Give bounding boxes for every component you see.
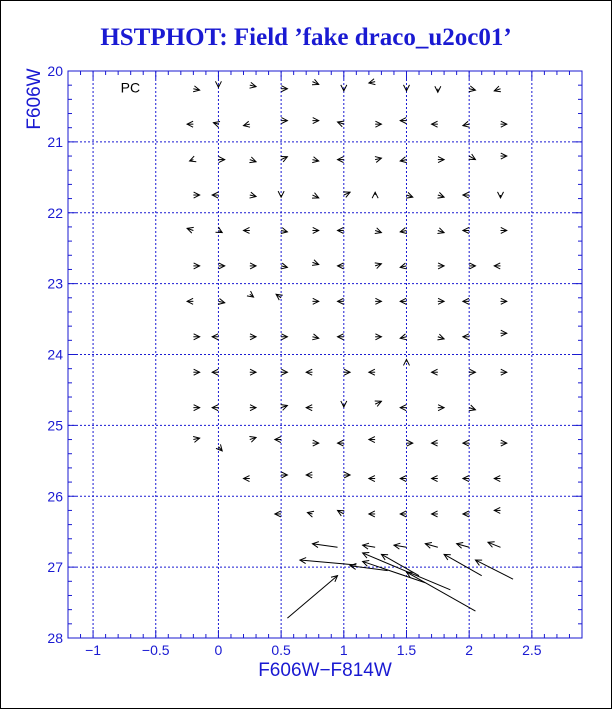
offset-arrow bbox=[369, 437, 375, 443]
offset-arrow bbox=[312, 542, 337, 548]
offset-arrow bbox=[438, 405, 444, 411]
offset-arrow bbox=[469, 86, 476, 92]
arrow-head bbox=[307, 511, 314, 517]
offset-arrow bbox=[244, 121, 251, 127]
offset-arrow bbox=[372, 192, 378, 198]
offset-arrow bbox=[400, 476, 406, 482]
offset-arrow bbox=[281, 263, 288, 269]
offset-arrow bbox=[406, 440, 412, 446]
offset-arrow bbox=[281, 118, 287, 124]
offset-arrow bbox=[501, 298, 507, 304]
offset-arrow bbox=[218, 157, 224, 163]
offset-arrow bbox=[432, 121, 438, 127]
offset-arrow bbox=[275, 437, 281, 443]
offset-arrow bbox=[193, 263, 199, 269]
offset-arrows bbox=[187, 79, 513, 618]
offset-arrow bbox=[250, 369, 256, 375]
offset-arrow bbox=[275, 511, 281, 517]
offset-arrow bbox=[369, 511, 375, 517]
offset-arrow bbox=[469, 154, 476, 160]
offset-arrow bbox=[369, 79, 376, 85]
offset-arrow bbox=[338, 263, 344, 269]
offset-arrow bbox=[463, 121, 470, 127]
offset-arrow bbox=[338, 121, 345, 127]
arrow-shaft bbox=[363, 561, 426, 582]
offset-arrow bbox=[432, 440, 438, 446]
offset-arrow bbox=[338, 298, 344, 304]
offset-arrow bbox=[338, 157, 344, 163]
offset-arrow bbox=[463, 440, 469, 446]
offset-arrow bbox=[400, 405, 406, 411]
offset-arrow bbox=[400, 263, 407, 269]
offset-arrow bbox=[281, 369, 287, 375]
offset-arrow bbox=[247, 291, 254, 297]
offset-arrow bbox=[463, 511, 469, 517]
offset-arrow bbox=[307, 511, 314, 517]
x-tick-label: 1 bbox=[339, 642, 348, 658]
offset-arrow bbox=[437, 334, 444, 340]
offset-arrow bbox=[494, 507, 500, 513]
offset-arrow bbox=[218, 263, 224, 269]
chart-title: HSTPHOT: Field ’fake draco_u2oc01’ bbox=[100, 24, 512, 51]
y-tick-labels bbox=[47, 63, 63, 646]
offset-arrow bbox=[375, 228, 382, 234]
x-tick-label: −1 bbox=[85, 642, 102, 658]
offset-arrow bbox=[406, 192, 413, 198]
offset-arrow bbox=[501, 121, 507, 127]
offset-arrow bbox=[250, 334, 256, 340]
offset-arrow bbox=[312, 79, 319, 84]
offset-arrow bbox=[375, 298, 381, 304]
offset-arrow bbox=[212, 369, 218, 375]
offset-arrow bbox=[312, 157, 319, 163]
y-tick-label: 23 bbox=[47, 275, 63, 292]
offset-arrow bbox=[338, 440, 344, 446]
offset-arrow bbox=[312, 298, 318, 304]
offset-arrow bbox=[494, 263, 500, 269]
x-tick-label: 0.5 bbox=[271, 642, 291, 658]
x-tick-label: −0.5 bbox=[141, 642, 170, 658]
offset-arrow bbox=[375, 157, 382, 163]
offset-arrow bbox=[475, 560, 513, 579]
offset-arrow bbox=[218, 299, 225, 305]
offset-arrow bbox=[437, 228, 444, 234]
y-tick-label: 26 bbox=[47, 488, 63, 505]
offset-arrow bbox=[400, 511, 406, 517]
offset-arrow bbox=[394, 543, 407, 549]
offset-arrow bbox=[344, 472, 350, 478]
arrow-shaft bbox=[444, 554, 482, 575]
offset-arrow bbox=[212, 405, 218, 411]
arrow-head bbox=[213, 121, 220, 127]
offset-arrow bbox=[344, 369, 350, 375]
offset-arrow bbox=[212, 192, 218, 198]
offset-arrow bbox=[494, 86, 501, 92]
offset-arrow bbox=[400, 118, 406, 124]
offset-arrow bbox=[244, 476, 250, 482]
offset-arrow bbox=[432, 369, 438, 375]
arrow-shaft bbox=[287, 576, 337, 619]
y-tick-label: 20 bbox=[47, 63, 63, 79]
offset-arrow bbox=[338, 227, 344, 233]
arrow-shaft bbox=[475, 560, 513, 579]
offset-arrow bbox=[400, 157, 407, 163]
offset-arrow bbox=[216, 444, 222, 450]
offset-arrow bbox=[425, 542, 438, 548]
offset-arrow bbox=[306, 472, 312, 478]
offset-arrow bbox=[249, 157, 256, 163]
offset-arrow bbox=[457, 542, 470, 548]
offset-arrow bbox=[312, 227, 318, 233]
offset-arrow bbox=[281, 405, 288, 411]
offset-arrow bbox=[498, 192, 504, 198]
offset-arrow bbox=[463, 334, 469, 340]
offset-arrow bbox=[281, 334, 287, 340]
x-tick-label: 2 bbox=[465, 642, 474, 658]
x-axis-label: F606W−F814W bbox=[258, 660, 392, 681]
offset-arrow bbox=[250, 192, 257, 198]
offset-arrow bbox=[469, 405, 476, 411]
y-tick-label: 28 bbox=[47, 630, 63, 646]
arrow-head bbox=[276, 294, 283, 300]
arrow-head bbox=[498, 192, 504, 198]
offset-arrow bbox=[281, 228, 288, 234]
offset-arrow bbox=[375, 121, 381, 127]
offset-arrow bbox=[276, 294, 283, 300]
offset-arrow bbox=[400, 228, 407, 234]
offset-arrow bbox=[438, 157, 444, 163]
offset-arrow bbox=[375, 401, 382, 406]
offset-arrow bbox=[306, 369, 312, 375]
offset-arrow bbox=[306, 405, 312, 411]
offset-arrow bbox=[338, 334, 344, 340]
offset-arrow bbox=[400, 298, 406, 304]
offset-arrow bbox=[187, 298, 193, 304]
offset-arrow bbox=[488, 542, 501, 548]
offset-arrow bbox=[501, 153, 507, 159]
offset-arrow bbox=[193, 405, 199, 411]
offset-arrow bbox=[369, 369, 375, 375]
offset-arrow bbox=[300, 558, 356, 565]
y-tick-label: 25 bbox=[47, 417, 63, 434]
arrow-head bbox=[190, 156, 197, 162]
offset-arrow bbox=[469, 369, 475, 375]
offset-arrow bbox=[312, 118, 318, 124]
offset-arrow bbox=[212, 334, 218, 340]
offset-arrow bbox=[187, 227, 194, 233]
panel-label: PC bbox=[120, 79, 141, 96]
offset-arrow bbox=[375, 263, 382, 269]
offset-arrow bbox=[343, 192, 350, 197]
offset-arrow bbox=[438, 263, 444, 269]
offset-arrow bbox=[444, 554, 482, 575]
offset-arrow bbox=[432, 476, 438, 482]
offset-arrow bbox=[312, 193, 319, 198]
y-tick-label: 21 bbox=[47, 133, 63, 150]
y-tick-label: 22 bbox=[47, 204, 63, 221]
offset-arrow bbox=[438, 298, 444, 304]
y-tick-label: 27 bbox=[47, 559, 63, 576]
arrow-shaft bbox=[300, 560, 356, 565]
offset-arrow bbox=[193, 86, 200, 92]
offset-arrow bbox=[193, 334, 199, 340]
offset-arrow bbox=[363, 543, 376, 549]
y-tick-label: 24 bbox=[47, 346, 63, 363]
x-tick-label: 0 bbox=[214, 642, 223, 658]
offset-arrow bbox=[501, 330, 507, 336]
arrow-head bbox=[372, 192, 378, 198]
offset-arrow bbox=[190, 156, 197, 162]
x-tick-label: 1.5 bbox=[396, 642, 417, 658]
offset-arrow bbox=[501, 440, 507, 446]
offset-arrow bbox=[193, 369, 199, 375]
offset-arrow bbox=[501, 227, 507, 233]
offset-arrow bbox=[494, 476, 500, 482]
offset-arrow bbox=[281, 86, 287, 92]
offset-arrow bbox=[281, 472, 287, 478]
offset-arrow bbox=[250, 82, 257, 88]
x-tick-label: 2.5 bbox=[522, 642, 542, 658]
offset-arrow bbox=[501, 369, 507, 375]
offset-arrow bbox=[193, 192, 199, 198]
arrow-shaft bbox=[381, 554, 419, 575]
offset-arrow bbox=[363, 561, 426, 583]
offset-arrow bbox=[250, 405, 256, 411]
offset-arrow bbox=[375, 334, 381, 340]
offset-arrow bbox=[250, 263, 256, 269]
offset-arrow bbox=[338, 510, 345, 516]
offset-arrow bbox=[193, 437, 200, 443]
offset-arrow bbox=[249, 437, 256, 443]
offset-arrow bbox=[463, 227, 469, 233]
offset-arrow bbox=[213, 121, 220, 127]
offset-arrow bbox=[312, 260, 319, 266]
offset-arrow bbox=[381, 554, 419, 575]
offset-arrow bbox=[400, 334, 407, 340]
offset-arrow bbox=[406, 572, 475, 611]
offset-arrow bbox=[432, 511, 438, 517]
offset-arrow bbox=[281, 156, 288, 161]
x-tick-labels bbox=[85, 642, 542, 658]
offset-arrow bbox=[244, 227, 250, 233]
offset-arrow bbox=[463, 298, 469, 304]
offset-arrow bbox=[469, 263, 475, 269]
offset-arrow bbox=[369, 476, 375, 482]
y-axis-label: F606W bbox=[24, 68, 45, 130]
arrow-shaft bbox=[406, 572, 475, 611]
offset-arrow bbox=[463, 476, 469, 482]
offset-arrow bbox=[287, 576, 337, 619]
offset-arrow bbox=[312, 440, 318, 446]
offset-arrow bbox=[187, 121, 193, 127]
offset-arrow bbox=[463, 192, 469, 198]
offset-arrow bbox=[437, 192, 444, 198]
offset-arrow bbox=[435, 86, 441, 92]
offset-arrow bbox=[312, 334, 319, 340]
